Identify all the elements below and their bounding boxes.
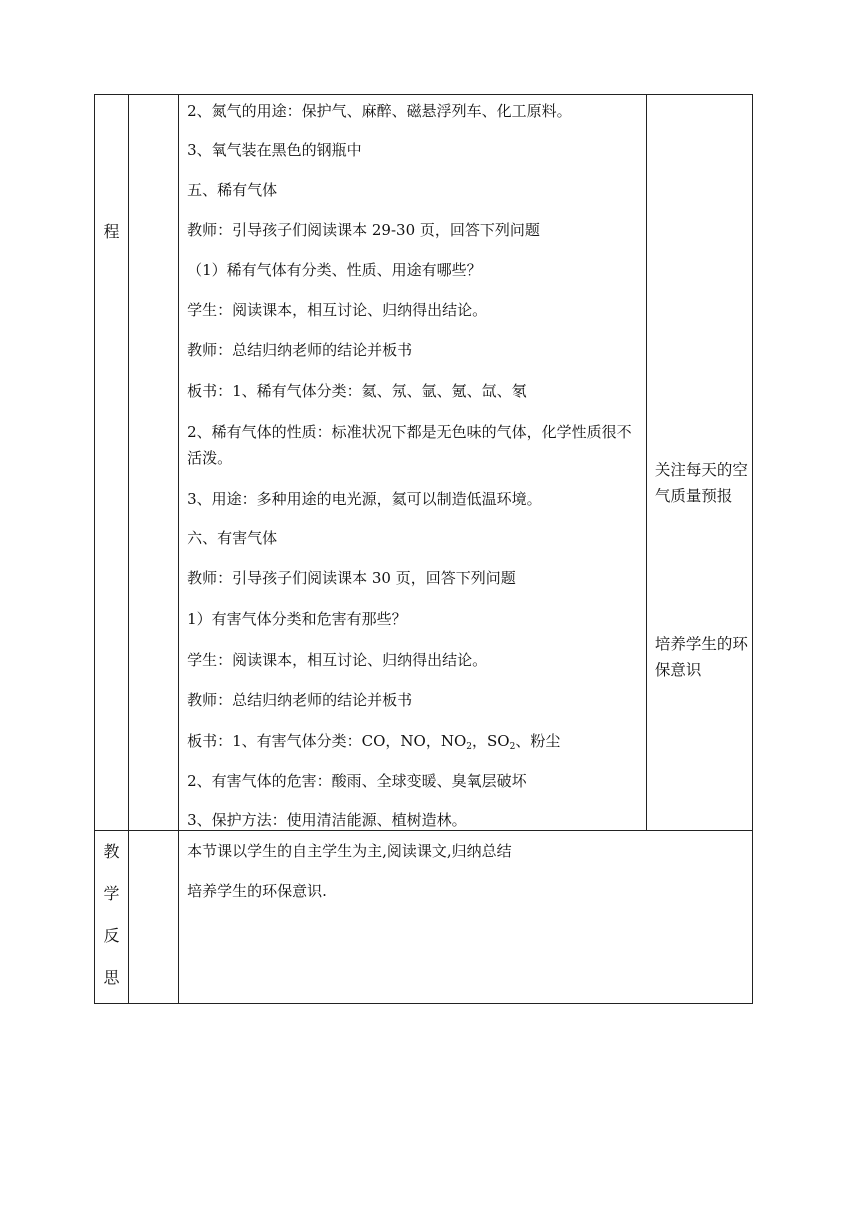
process-line: 六、有害气体 — [187, 529, 278, 547]
reflection-label-char: 学 — [103, 884, 120, 903]
reflection-content-cell — [179, 831, 753, 1004]
reflection-label-char: 反 — [103, 926, 120, 945]
process-line: 1）有害气体分类和危害有那些？ — [187, 610, 407, 628]
reflection-line: 培养学生的环保意识. — [187, 882, 327, 900]
reflection-line: 本节课以学生的自主学生为主,阅读课文,归纳总结 — [187, 842, 512, 860]
lesson-table — [94, 94, 753, 1004]
process-label-cell — [95, 95, 129, 831]
reflection-label-char: 思 — [103, 968, 120, 987]
process-label: 程 — [103, 222, 120, 241]
process-notes-cell — [646, 95, 752, 831]
process-row — [95, 95, 753, 831]
process-line: 3、氧气装在黑色的钢瓶中 — [187, 141, 362, 159]
reflection-row — [95, 831, 753, 1004]
process-line: 2、氮气的用途：保护气、麻醉、磁悬浮列车、化工原料。 — [187, 102, 572, 120]
harmful-gas-classification: 板书：1、有害气体分类：CO，NO，$NO_2$，$SO_2$、粉尘 — [187, 732, 561, 752]
note-air-quality: 关注每天的空气质量预报 — [654, 461, 748, 505]
reflection-label-char: 教 — [103, 842, 120, 861]
process-line: 学生：阅读课本，相互讨论、归纳得出结论。 — [187, 651, 488, 669]
process-line: （1）稀有气体有分类、性质、用途有哪些？ — [187, 261, 482, 279]
reflection-empty-cell — [129, 831, 179, 1004]
process-line: 3、用途：多种用途的电光源，氦可以制造低温环境。 — [187, 490, 542, 508]
process-empty-cell — [129, 95, 179, 831]
process-line: 板书：1、稀有气体分类：氦、氖、氩、氪、氙、氡 — [187, 382, 527, 400]
process-line: 学生：阅读课本，相互讨论、归纳得出结论。 — [187, 301, 488, 319]
note-environmental-awareness: 培养学生的环保意识 — [654, 635, 748, 679]
process-line: 教师：引导孩子们阅读课本 29-30 页，回答下列问题 — [187, 221, 540, 239]
process-content-cell — [179, 95, 647, 831]
process-line: 教师：总结归纳老师的结论并板书 — [187, 691, 413, 709]
process-line: 教师：引导孩子们阅读课本 30 页，回答下列问题 — [187, 569, 516, 587]
process-line: 五、稀有气体 — [187, 181, 278, 199]
process-line: 2、有害气体的危害：酸雨、全球变暖、臭氧层破坏 — [187, 772, 527, 790]
process-line: 2、稀有气体的性质：标准状况下都是无色味的气体，化学性质很不活泼。 — [187, 423, 632, 467]
reflection-label-cell — [95, 831, 129, 1004]
process-line: 教师：总结归纳老师的结论并板书 — [187, 341, 413, 359]
process-line: 3、保护方法：使用清洁能源、植树造林。 — [187, 811, 467, 829]
